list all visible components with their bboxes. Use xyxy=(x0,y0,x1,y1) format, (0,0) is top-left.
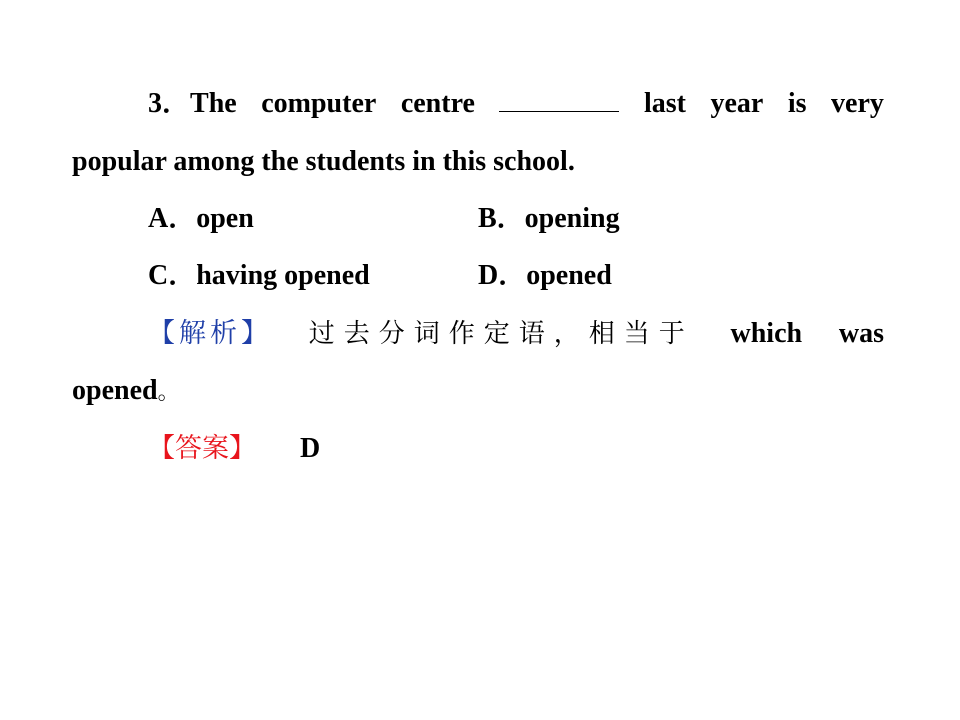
option-a: A．open xyxy=(148,203,254,234)
question-line-2: popular among the students in this school. xyxy=(72,146,575,177)
question-line-1 xyxy=(72,86,884,122)
analysis-text-en-2: was xyxy=(838,318,884,349)
question-word-4: last xyxy=(643,88,686,119)
analysis-label: 【解析】 xyxy=(148,318,272,349)
question-word-7: very xyxy=(831,88,884,119)
option-d: D．opened xyxy=(478,260,612,291)
answer-line xyxy=(72,431,884,467)
question-word-5: year xyxy=(710,88,764,119)
option-b: B．opening xyxy=(478,203,620,234)
analysis-line-2 xyxy=(72,373,884,411)
option-c: C．having opened xyxy=(148,260,370,291)
analysis-line2-period: 。 xyxy=(157,380,180,405)
question-word-6: is xyxy=(787,88,807,119)
analysis-line-1 xyxy=(72,316,884,352)
answer-blank xyxy=(499,87,619,112)
question-number-and-word-1: 3．The xyxy=(148,88,237,119)
analysis-text-cn: 过去分词作定语，相当于 xyxy=(308,319,694,349)
analysis-text-en-1: which xyxy=(730,318,803,349)
question-word-3: centre xyxy=(400,88,475,119)
answer-label: 【答案】 xyxy=(148,433,256,464)
analysis-line2-en: opened xyxy=(72,375,158,406)
answer-value: D xyxy=(300,433,321,464)
question-word-2: computer xyxy=(261,88,377,119)
